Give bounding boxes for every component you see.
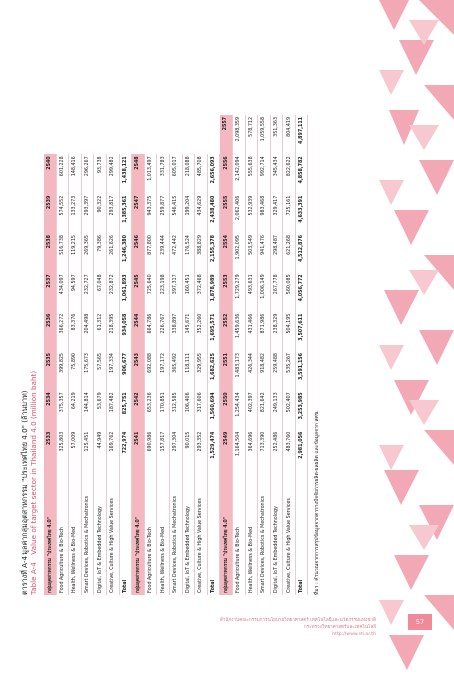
footer-url[interactable]: http://www.sti.or.th [332, 632, 376, 637]
cell-value: 1,246,380 [119, 233, 132, 272]
cell-value: 57,565 [94, 351, 107, 390]
cell-value: 238,329 [270, 312, 283, 351]
cell-value: 434,629 [195, 194, 208, 233]
cell-value: 259,488 [270, 351, 283, 390]
table-header-row [220, 115, 233, 595]
cell-value: 199,204 [182, 194, 195, 233]
cell-value: 532,939 [245, 194, 258, 233]
header-sector: กลุ่มอุตสาหกรรม "ประเทศไทย 4.0" [220, 469, 233, 595]
row-sector-label: Digital, IoT & Embedded Technology [270, 469, 283, 595]
row-sector-label: Creative, Culture & High Value Services [195, 469, 208, 595]
cell-value: 546,415 [169, 194, 182, 233]
cell-value: 483,760 [283, 430, 296, 469]
cell-value: 2,656,093 [207, 154, 220, 193]
cell-value: 1,483,173 [232, 351, 245, 390]
table-caption-th: มูลค่ากลุ่มอุตสาหกรรม "ประเทศไทย 4.0" (ล้านบาท) [20, 390, 29, 555]
cell-value: 352,260 [195, 312, 208, 351]
cell-value: 434,097 [56, 272, 69, 311]
cell-value: 431,466 [245, 312, 258, 351]
row-sector-label: Health, Wellness & Bio-Med [69, 469, 82, 595]
cell-value: 992,714 [258, 154, 271, 193]
header-year: 2539 [44, 194, 56, 233]
row-sector-label: Food Agriculture & Bio-Tech [232, 469, 245, 595]
cell-value: 197,172 [157, 351, 170, 390]
cell-value: 329,417 [270, 194, 283, 233]
cell-value: 2,438,480 [207, 194, 220, 233]
cell-value: 877,800 [144, 233, 157, 272]
row-sector-label: Total [119, 469, 132, 595]
row-sector-label: Health, Wellness & Bio-Med [245, 469, 258, 595]
cell-value: 504,195 [283, 312, 296, 351]
cell-value: 388,829 [195, 233, 208, 272]
cell-value: 4,056,772 [295, 272, 308, 311]
cell-value: 61,312 [94, 312, 107, 351]
cell-value: 366,272 [56, 312, 69, 351]
header-year: 2547 [132, 194, 145, 233]
cell-value: 722,974 [119, 430, 132, 469]
table-row [207, 115, 220, 595]
header-year: 2533 [44, 430, 56, 469]
cell-value: 169,762 [106, 430, 119, 469]
table-row [283, 115, 296, 595]
header-sector: กลุ่มอุตสาหกรรม "ประเทศไทย 4.0" [132, 469, 145, 595]
cell-value: 1,059,558 [258, 115, 271, 154]
table-row [258, 115, 271, 595]
cell-value: 825,751 [119, 390, 132, 429]
cell-value: 232,872 [106, 272, 119, 311]
cell-value: 187,482 [106, 390, 119, 429]
cell-value: 2,155,378 [207, 233, 220, 272]
cell-value: 296,267 [81, 154, 94, 193]
cell-value: 176,524 [182, 233, 195, 272]
cell-value: 293,397 [81, 194, 94, 233]
cell-value: 713,390 [258, 430, 271, 469]
cell-value: 249,133 [270, 390, 283, 429]
cell-value: 983,468 [258, 194, 271, 233]
cell-value: 4,633,391 [295, 194, 308, 233]
cell-value: 804,419 [283, 115, 296, 154]
header-year: 2546 [132, 233, 145, 272]
table-row [56, 115, 69, 595]
row-sector-label: Smart Devices, Robotics & Mechatronics [81, 469, 94, 595]
row-sector-label: Creative, Culture & High Value Services [283, 469, 296, 595]
cell-value: 331,783 [157, 154, 170, 193]
cell-value: 44,949 [94, 430, 107, 469]
header-year: 2543 [132, 351, 145, 390]
cell-value: 119,215 [69, 233, 82, 272]
cell-value: 399,825 [56, 351, 69, 390]
cell-value: 4,858,782 [295, 154, 308, 193]
cell-value: 821,642 [258, 390, 271, 429]
cell-value: 906,677 [119, 351, 132, 390]
cell-value: 269,365 [81, 233, 94, 272]
cell-value: 560,085 [283, 272, 296, 311]
cell-value: 1,061,893 [119, 272, 132, 311]
footer-org: สำนักงานคณะกรรมการนโยบายวิทยาศาสตร์ เทคโนโลยีและนวัตกรรมแห่งชาติ [219, 618, 376, 623]
cell-value: 325,803 [56, 430, 69, 469]
value-table [44, 115, 308, 595]
row-sector-label: Health, Wellness & Bio-Med [157, 469, 170, 595]
cell-value: 692,088 [144, 351, 157, 390]
header-year: 2544 [132, 312, 145, 351]
row-sector-label: Digital, IoT & Embedded Technology [182, 469, 195, 595]
source-note: ที่มา : คำนวณจากการสรุปข้อมูลจากตารางปัจจัยการผลิต-ผลผลิต และข้อมูลจาก สศช. [314, 410, 321, 595]
table-caption-en: Value of target sector in Thailand 4.0 (million baht) [29, 370, 38, 555]
row-sector-label: Food Agriculture & Bio-Tech [144, 469, 157, 595]
header-year: 2545 [132, 272, 145, 311]
cell-value: 345,434 [270, 154, 283, 193]
cell-value: 426,344 [245, 351, 258, 390]
cell-value: 239,444 [157, 233, 170, 272]
row-sector-label: Total [207, 469, 220, 595]
cell-value: 312,585 [169, 390, 182, 429]
cell-value: 218,088 [182, 154, 195, 193]
cell-value: 943,375 [144, 194, 157, 233]
table-row [169, 115, 182, 595]
cell-value: 1,729,279 [232, 272, 245, 311]
row-sector-label: Smart Devices, Robotics & Mechatronics [169, 469, 182, 595]
cell-value: 1,013,497 [144, 154, 157, 193]
row-sector-label: Total [295, 469, 308, 595]
cell-value: 535,267 [283, 351, 296, 390]
cell-value: 338,897 [169, 312, 182, 351]
footer-ministry: กระทรวงวิทยาศาสตร์และเทคโนโลยี [303, 625, 376, 630]
header-sector: กลุ่มอุตสาหกรรม "ประเทศไทย 4.0" [44, 469, 56, 595]
cell-value: 298,487 [270, 233, 283, 272]
cell-value: 1,164,504 [232, 430, 245, 469]
header-year: 2552 [220, 312, 233, 351]
table-row [106, 115, 119, 595]
cell-value: 472,442 [169, 233, 182, 272]
cell-value: 578,712 [245, 115, 258, 154]
table-header-row [132, 115, 145, 595]
table-row [232, 115, 245, 595]
cell-value: 299,482 [106, 154, 119, 193]
cell-value: 1,254,434 [232, 390, 245, 429]
cell-value: 2,981,056 [295, 430, 308, 469]
header-year: 2554 [220, 233, 233, 272]
cell-value: 1,006,149 [258, 272, 271, 311]
cell-value: 67,048 [94, 272, 107, 311]
table-label-en: Table A-4 [29, 562, 38, 595]
table-label-th: ตารางที่ A-4 [20, 555, 29, 595]
cell-value: 1,682,625 [207, 351, 220, 390]
cell-value: 493,631 [245, 272, 258, 311]
cell-value: 90,322 [94, 194, 107, 233]
cell-value: 329,955 [195, 351, 208, 390]
cell-value: 293,352 [195, 430, 208, 469]
cell-value: 232,727 [81, 272, 94, 311]
cell-value: 57,009 [69, 430, 82, 469]
table-title-en [29, 105, 38, 595]
cell-value: 64,219 [69, 390, 82, 429]
row-sector-label: Smart Devices, Robotics & Mechatronics [258, 469, 271, 595]
header-year: 2551 [220, 351, 233, 390]
cell-value: 133,273 [69, 194, 82, 233]
cell-value: 160,451 [182, 272, 195, 311]
cell-value: 1,878,989 [207, 272, 220, 311]
cell-value: 204,498 [81, 312, 94, 351]
cell-value: 690,986 [144, 430, 157, 469]
cell-value: 252,486 [270, 430, 283, 469]
header-year: 2537 [44, 272, 56, 311]
table-row [119, 115, 132, 595]
table-row [245, 115, 258, 595]
table-row [157, 115, 170, 595]
table-row [144, 115, 157, 595]
cell-value: 125,451 [81, 430, 94, 469]
row-sector-label: Food Agriculture & Bio-Tech [56, 469, 69, 595]
cell-value: 197,334 [106, 351, 119, 390]
cell-value: 871,986 [258, 312, 271, 351]
table-row [69, 115, 82, 595]
cell-value: 118,111 [182, 351, 195, 390]
cell-value: 365,492 [169, 351, 182, 390]
cell-value: 822,622 [283, 154, 296, 193]
cell-value: 175,673 [81, 351, 94, 390]
cell-value: 621,268 [283, 233, 296, 272]
cell-value: 503,549 [245, 233, 258, 272]
cell-value: 1,695,571 [207, 312, 220, 351]
cell-value: 605,017 [169, 154, 182, 193]
header-year: 2540 [44, 154, 56, 193]
cell-value: 223,198 [157, 272, 170, 311]
cell-value: 317,606 [195, 390, 208, 429]
header-year: 2542 [132, 390, 145, 429]
cell-value: 1,385,361 [119, 194, 132, 233]
cell-value: 106,406 [182, 390, 195, 429]
cell-value: 267,778 [270, 272, 283, 311]
cell-value: 79,386 [94, 233, 107, 272]
row-sector-label: Creative, Culture & High Value Services [106, 469, 119, 595]
cell-value: 83,376 [69, 312, 82, 351]
cell-value: 574,552 [56, 194, 69, 233]
cell-value: 293,817 [106, 194, 119, 233]
cell-value: 3,591,156 [295, 351, 308, 390]
header-year: 2549 [220, 430, 233, 469]
cell-value: 53,679 [94, 390, 107, 429]
cell-value: 226,767 [157, 312, 170, 351]
decorative-triangle-pattern [379, 0, 454, 680]
cell-value: 144,814 [81, 390, 94, 429]
cell-value: 75,890 [69, 351, 82, 390]
cell-value: 2,142,094 [232, 154, 245, 193]
cell-value: 93,738 [94, 154, 107, 193]
table-row [295, 115, 308, 595]
cell-value: 145,671 [182, 312, 195, 351]
cell-value: 259,877 [157, 194, 170, 233]
cell-value: 2,062,406 [232, 194, 245, 233]
cell-value: 402,397 [245, 390, 258, 429]
cell-value: 555,638 [245, 154, 258, 193]
cell-value: 725,640 [144, 272, 157, 311]
cell-value: 1,459,636 [232, 312, 245, 351]
header-year: 2534 [44, 390, 56, 429]
cell-value: 653,236 [144, 390, 157, 429]
header-year: 2557 [220, 115, 233, 154]
cell-value: 170,851 [157, 390, 170, 429]
cell-value: 351,363 [270, 115, 283, 154]
table-row [270, 115, 283, 595]
cell-value: 941,476 [258, 233, 271, 272]
cell-value: 218,395 [106, 312, 119, 351]
cell-value: 397,317 [169, 272, 182, 311]
cell-value: 3,253,985 [295, 390, 308, 429]
cell-value: 1,560,694 [207, 390, 220, 429]
table-row [94, 115, 107, 595]
table-title-th [20, 105, 29, 595]
cell-value: 4,512,876 [295, 233, 308, 272]
header-year: 2548 [132, 154, 145, 193]
rotated-table-container [20, 105, 320, 595]
cell-value: 725,161 [283, 194, 296, 233]
cell-value: 4,897,111 [295, 115, 308, 154]
cell-value: 3,507,611 [295, 312, 308, 351]
cell-value: 1,529,474 [207, 430, 220, 469]
table-header-row [44, 115, 56, 595]
cell-value: 148,416 [69, 154, 82, 193]
table-row [195, 115, 208, 595]
table-row [182, 115, 195, 595]
header-year: 2538 [44, 233, 56, 272]
page-number: 57 [408, 614, 432, 630]
cell-value: 375,357 [56, 390, 69, 429]
header-year: 2555 [220, 194, 233, 233]
header-year: 2556 [220, 154, 233, 193]
cell-value: 1,438,121 [119, 154, 132, 193]
cell-value: 94,597 [69, 272, 82, 311]
table-row [81, 115, 94, 595]
cell-value: 90,015 [182, 430, 195, 469]
header-year: 2553 [220, 272, 233, 311]
cell-value: 261,626 [106, 233, 119, 272]
footer [220, 617, 376, 638]
header-year: 2550 [220, 390, 233, 429]
cell-value: 372,468 [195, 272, 208, 311]
cell-value: 485,708 [195, 154, 208, 193]
cell-value: 516,738 [56, 233, 69, 272]
cell-value: 601,228 [56, 154, 69, 193]
cell-value: 502,407 [283, 390, 296, 429]
cell-value: 297,304 [169, 430, 182, 469]
row-sector-label: Digital, IoT & Embedded Technology [94, 469, 107, 595]
cell-value: 934,058 [119, 312, 132, 351]
cell-value: 2,098,359 [232, 115, 245, 154]
cell-value: 364,696 [245, 430, 258, 469]
cell-value: 1,902,095 [232, 233, 245, 272]
cell-value: 918,482 [258, 351, 271, 390]
cell-value: 157,817 [157, 430, 170, 469]
header-year: 2541 [132, 430, 145, 469]
header-year: 2536 [44, 312, 56, 351]
header-year: 2535 [44, 351, 56, 390]
cell-value: 664,786 [144, 312, 157, 351]
